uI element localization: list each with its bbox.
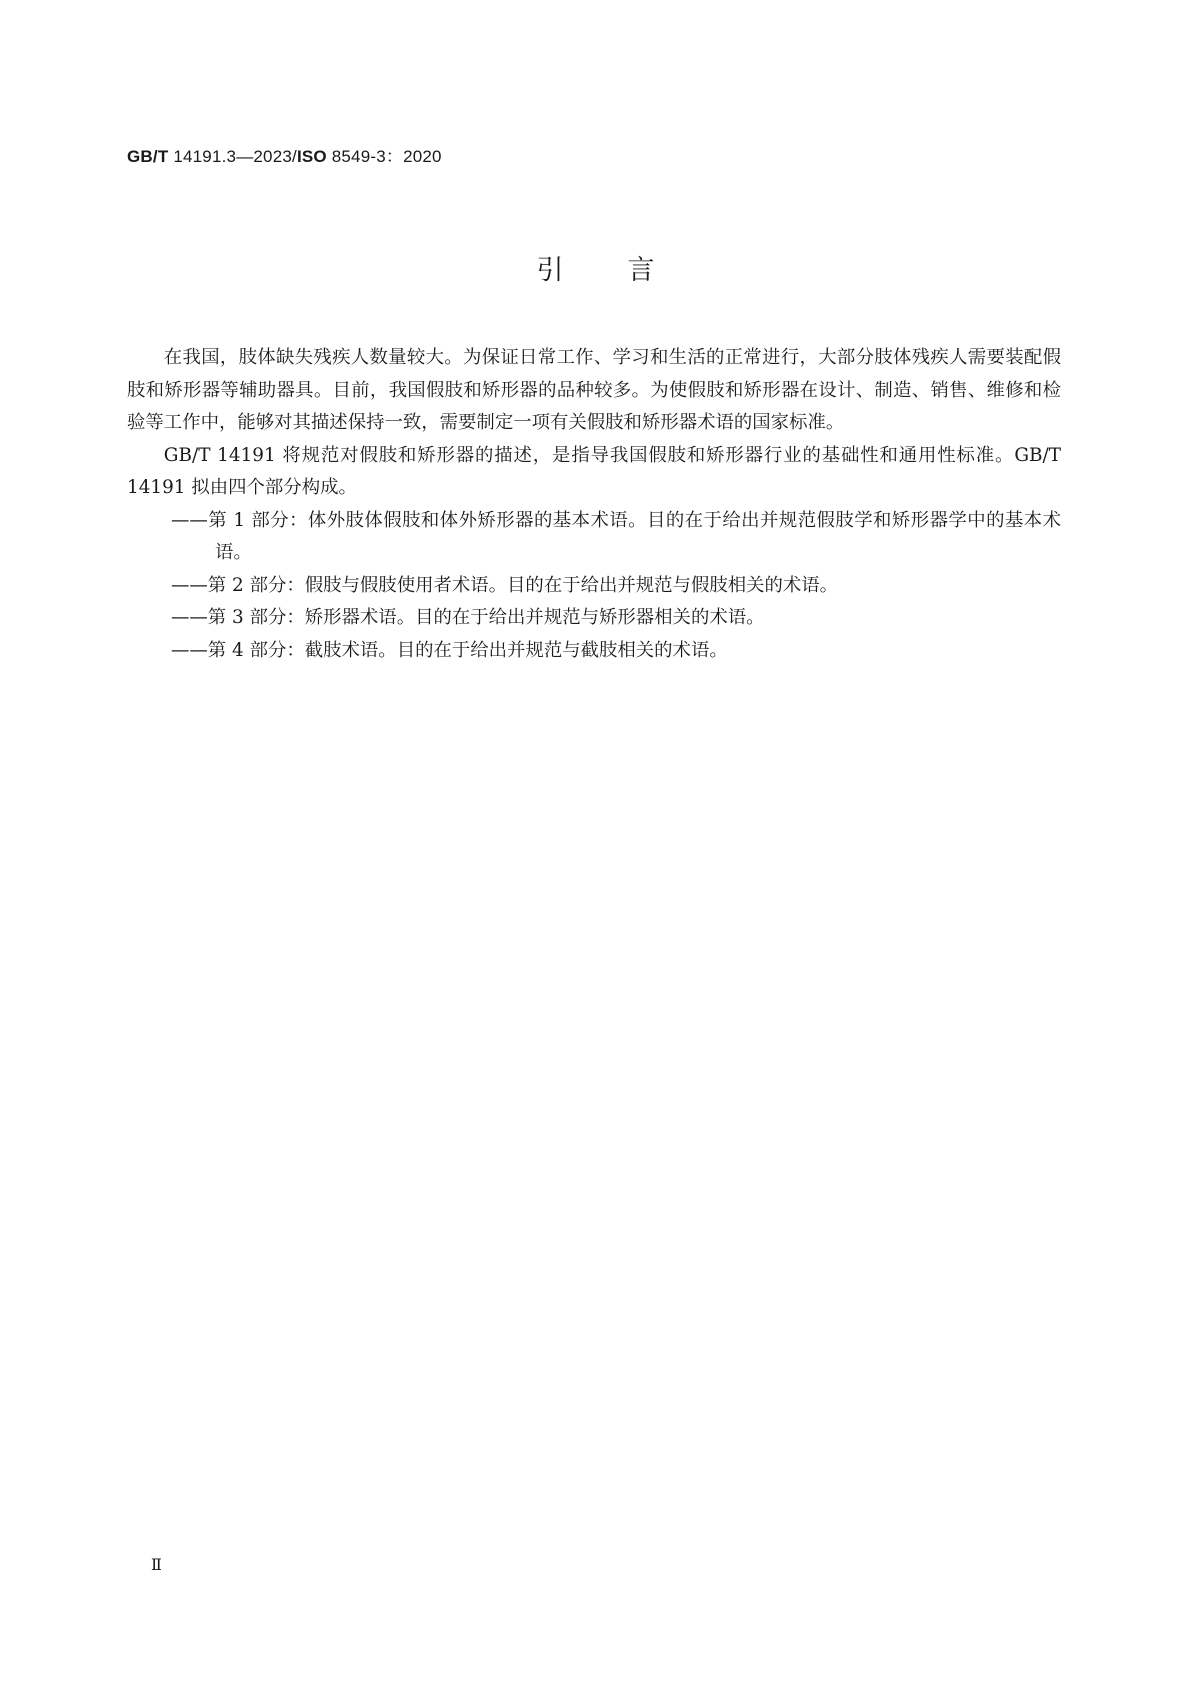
iso-number: 8549-3：2020: [326, 147, 442, 166]
standard-number: 14191.3—2023/: [168, 147, 297, 166]
standard-prefix: GB/T: [127, 147, 169, 166]
paragraph: GB/T 14191 将规范对假肢和矫形器的描述，是指导我国假肢和矫形器行业的基础性和通用性标准。GB/T 14191 拟由四个部分构成。: [127, 444, 1061, 498]
document-header: [127, 142, 442, 167]
introduction-body: [127, 342, 1061, 667]
list-item: ——第 2 部分：假肢与假肢使用者术语。目的在于给出并规范与假肢相关的术语。: [171, 574, 839, 596]
iso-prefix: ISO: [296, 147, 327, 166]
paragraph: 在我国，肢体缺失残疾人数量较大。为保证日常工作、学习和生活的正常进行，大部分肢体残疾人需要装配假肢和矫形器等辅助器具。目前，我国假肢和矫形器的品种较多。为使假肢和矫形器在设计、制造、销售、维修和检验等工作中，能够对其描述保持一致，需要制定一项有关假肢和矫形器术语的国家标准。: [127, 347, 1061, 433]
page-title: 引言: [536, 255, 719, 286]
parts-list: [127, 505, 1061, 668]
list-item: ——第 4 部分：截肢术语。目的在于给出并规范与截肢相关的术语。: [171, 639, 728, 661]
list-item: ——第 1 部分：体外肢体假肢和体外矫形器的基本术语。目的在于给出并规范假肢学和矫形器学中的基本术语。: [171, 509, 1061, 563]
list-item: ——第 3 部分：矫形器术语。目的在于给出并规范与矫形器相关的术语。: [171, 607, 765, 628]
page-number: Ⅱ: [151, 1555, 162, 1574]
